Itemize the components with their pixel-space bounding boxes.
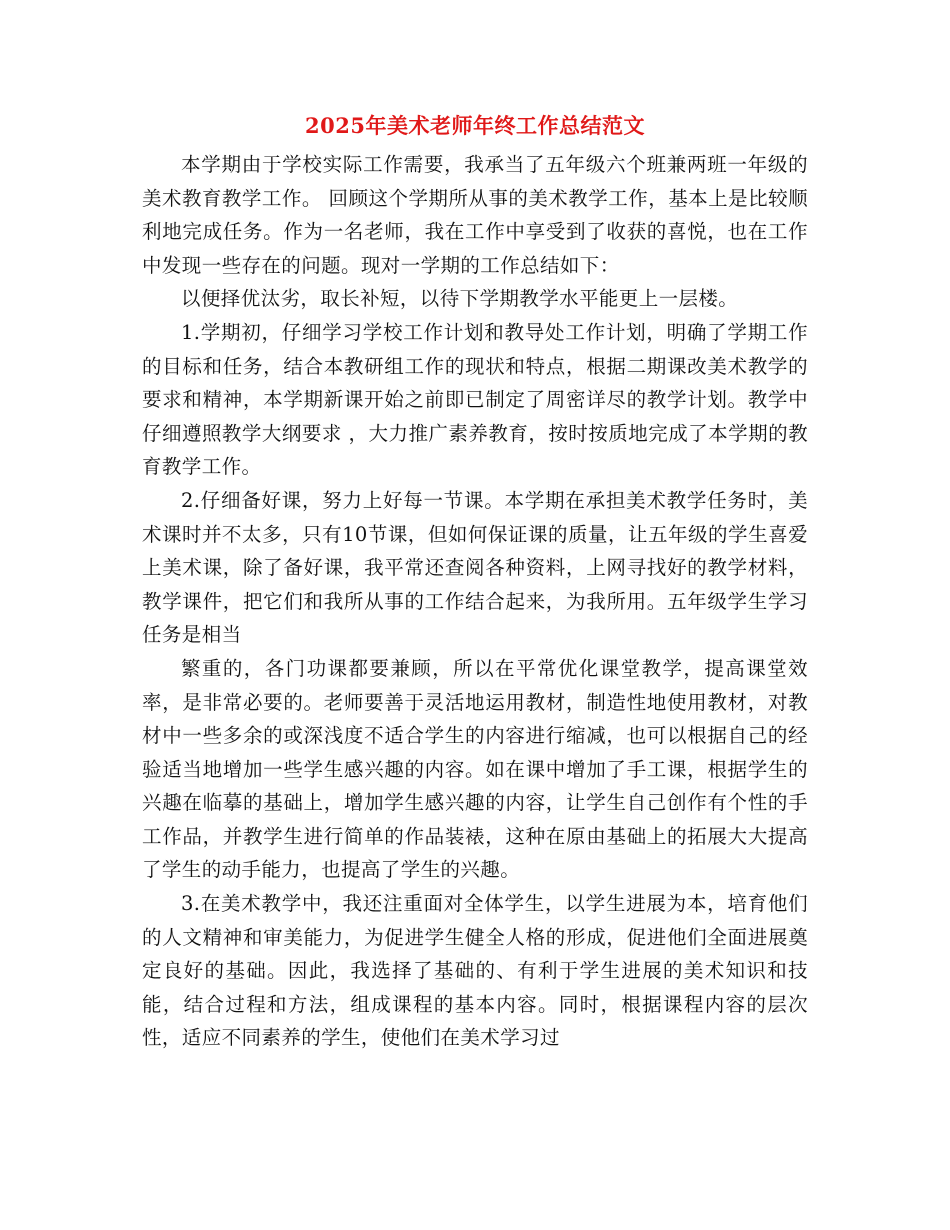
paragraph-intro: 本学期由于学校实际工作需要，我承当了五年级六个班兼两班一年级的美术教育教学工作。 回顾这个学期所从事的美术教学工作，基本上是比较顺利地完成任务。作为一名老师，我在工作中享受到了收获的喜悦，也在工作中发现一些存在的问题。现对一学期的工作总结如下： <box>142 153 808 277</box>
document-title: 2025年美术老师年终工作总结范文 <box>305 113 645 138</box>
paragraph-point-3: 3.在美术教学中，我还注重面对全体学生，以学生进展为本，培育他们的人文精神和审美能力，为促进学生健全人格的形成，促进他们全面进展奠定良好的基础。因此，我选择了基础的、有利于学生进展的美术知识和技能，结合过程和方法，组成课程的基本内容。同时，根据课程内容的层次性，适应不同素养的学生，使他们在美术学习过 <box>142 892 808 1050</box>
paragraph-point-1: 1.学期初，仔细学习学校工作计划和教导处工作计划，明确了学期工作的目标和任务，结合本教研组工作的现状和特点，根据二期课改美术教学的要求和精神，本学期新课开始之前即已制定了周密详尽的教学计划。教学中仔细遵照教学大纲要求 ，大力推广素养教育，按时按质地完成了本学期的教育教学工作。 <box>142 320 808 479</box>
paragraph-point-2-continued: 繁重的，各门功课都要兼顾，所以在平常优化课堂教学，提高课堂效率，是非常必要的。老师要善于灵活地运用教材，制造性地使用教材，对教材中一些多余的或深浅度不适合学生的内容进行缩减，也可以根据自己的经验适当地增加一些学生感兴趣的内容。如在课中增加了手工课，根据学生的兴趣在临摹的基础上，增加学生感兴趣的内容，让学生自己创作有个性的手工作品，并教学生进行简单的作品装裱，这种在原由基础上的拓展大大提高了学生的动手能力，也提高了学生的兴趣。 <box>142 656 808 882</box>
paragraph-point-2: 2.仔细备好课，努力上好每一节课。本学期在承担美术教学任务时，美术课时并不太多，只有10节课，但如何保证课的质量，让五年级的学生喜爱上美术课，除了备好课，我平常还查阅各种资料，上网寻找好的教学材料，教学课件，把它们和我所从事的工作结合起来，为我所用。五年级学生学习任务是相当 <box>142 488 808 647</box>
document-body <box>142 148 808 1055</box>
paragraph-purpose: 以便择优汰劣，取长补短，以待下学期教学水平能更上一层楼。 <box>181 287 739 311</box>
